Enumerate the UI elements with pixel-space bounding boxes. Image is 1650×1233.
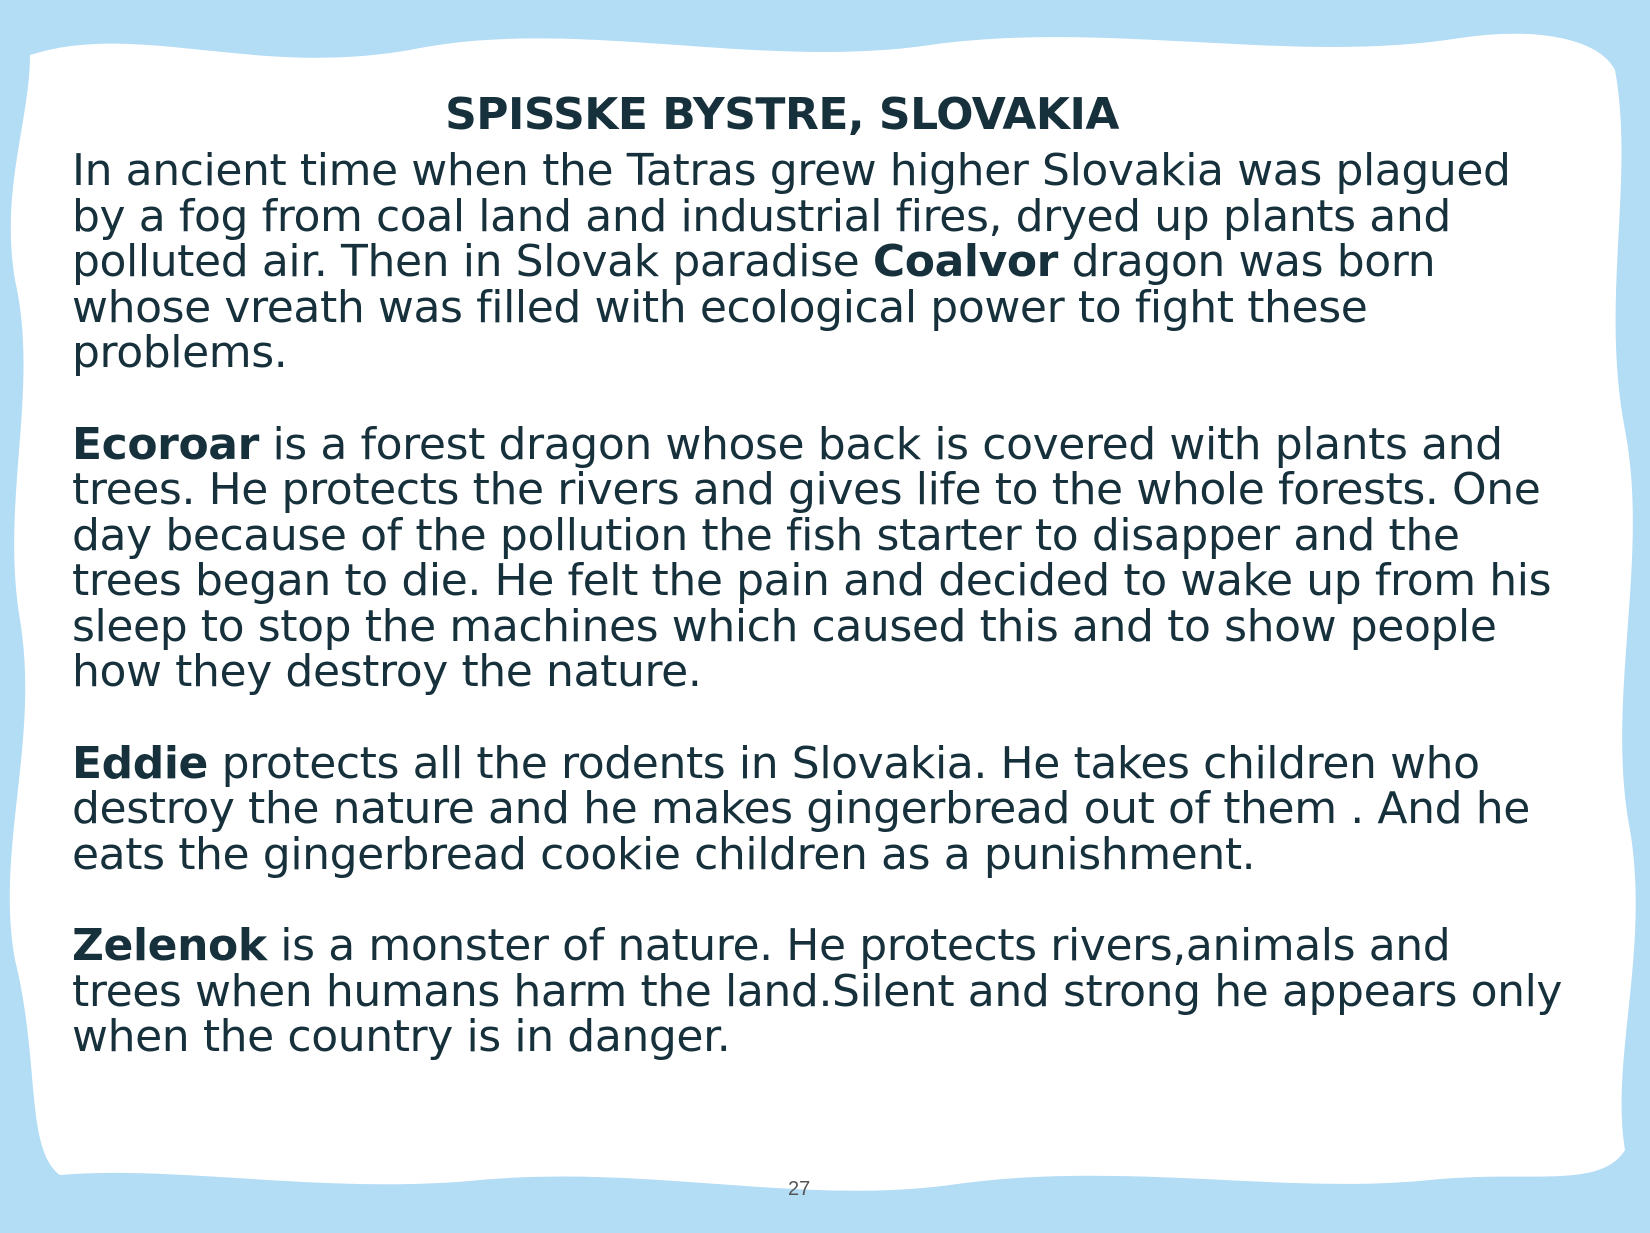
eddie-paragraph — [72, 737, 1572, 880]
ecoroar-paragraph — [72, 418, 1572, 697]
page-number: 27 — [788, 1178, 811, 1200]
creature-name-eddie: Eddie — [72, 737, 208, 789]
dragon-name-coalvor: Coalvor — [872, 236, 1058, 287]
page-title: SPISSKE BYSTRE, SLOVAKIA — [445, 89, 1119, 140]
paragraph-text: In ancient time when the Tatras grew higher Slovakia was plagued by a fog from coal land and industrial fires, dryed up plants and polluted air. Then in Slovak paradise — [72, 145, 1511, 287]
paragraph-text: is a forest dragon whose back is covered with plants and trees. He protects the rivers and gives life to the whole forests. One day because of the pollution the fish starter to disapper and the trees began to die. He felt the pain and decided to wake up from his sleep to stop the machines which caused this and to show people how they destroy the nature. — [72, 418, 1552, 697]
dragon-name-ecoroar: Ecoroar — [72, 418, 259, 470]
paragraph-text: is a monster of nature. He protects rivers,animals and trees when humans harm the land.Silent and strong he appears only when the country is in danger. — [72, 920, 1563, 1062]
creature-name-zelenok: Zelenok — [72, 920, 267, 971]
slide-content — [72, 88, 1592, 1106]
paragraph-text: dragon was born whose vreath was filled with ecological power to fight these problems. — [72, 236, 1436, 378]
zelenok-paragraph — [72, 920, 1572, 1062]
paragraph-text: protects all the rodents in Slovakia. He takes children who destroy the nature and he makes gingerbread out of them . And he eats the gingerbread cookie children as a punishment. — [72, 737, 1530, 880]
intro-paragraph — [72, 145, 1572, 378]
